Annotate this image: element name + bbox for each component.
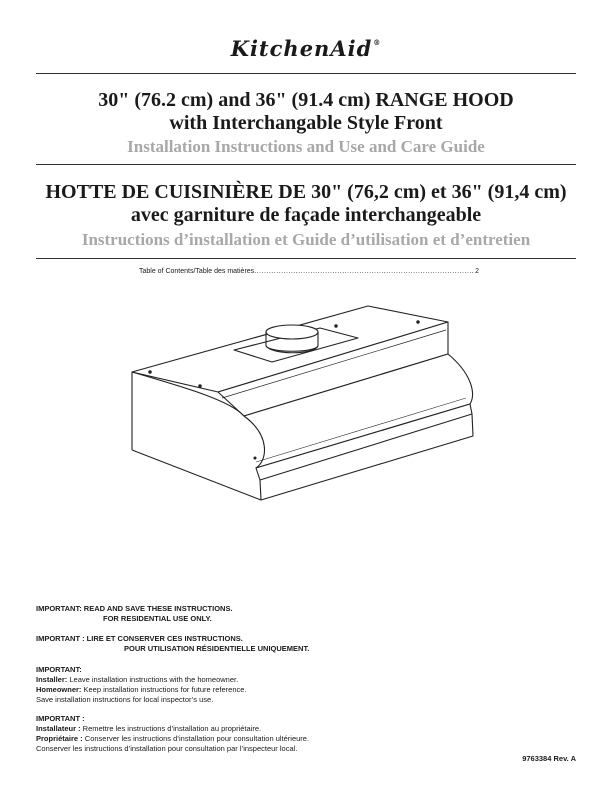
toc-leader-dots: [254, 268, 475, 275]
kitchenaid-logo: [0, 36, 612, 61]
french-title-line1: HOTTE DE CUISINIÈRE DE 30" (76,2 cm) et 36" (91,4 cm): [45, 181, 567, 203]
fr-installer-label: Installateur :: [36, 724, 81, 733]
fr-save-text: Conserver les instructions d’installation pour consultation par l’inspecteur local.: [36, 744, 298, 753]
installer-notes-english: [36, 665, 247, 705]
important-notice-english: [36, 604, 233, 624]
french-title: [36, 181, 576, 227]
important-notice-french: [36, 634, 309, 654]
en-important-heading: IMPORTANT:: [36, 665, 82, 674]
en-homeowner-label: Homeowner:: [36, 685, 82, 694]
en-installer-text: Leave installation instructions with the homeowner.: [67, 675, 239, 684]
top-divider: [36, 73, 576, 74]
en-save-text: Save installation instructions for local inspector’s use.: [36, 695, 214, 704]
range-hood-illustration: [120, 300, 500, 520]
en-installer-label: Installer:: [36, 675, 68, 684]
bottom-divider: [36, 258, 576, 259]
en-homeowner-text: Keep installation instructions for future reference.: [81, 685, 247, 694]
french-subtitle: Instructions d’installation et Guide d’utilisation et d’entretien: [81, 230, 531, 249]
english-title-line1: 30" (76.2 cm) and 36" (91.4 cm) RANGE HOOD: [98, 89, 514, 111]
english-subtitle: Installation Instructions and Use and Care Guide: [127, 137, 485, 156]
fr-owner-label: Propriétaire :: [36, 734, 83, 743]
toc-page-number: 2: [475, 268, 479, 275]
fr-installer-text: Remettre les instructions d’installation au propriétaire.: [80, 724, 262, 733]
middle-divider: [36, 164, 576, 165]
brand-name: KitchenAid: [230, 36, 373, 61]
important-en-line2: FOR RESIDENTIAL USE ONLY.: [103, 614, 212, 623]
fr-owner-text: Conserver les instructions d’installation pour consultation ultérieure.: [82, 734, 310, 743]
registered-mark: ®: [373, 38, 382, 47]
document-number: 9763384 Rev. A: [522, 754, 576, 763]
toc-label: Table of Contents/Table des matières: [139, 268, 255, 275]
english-title: [36, 89, 576, 135]
french-title-line2: avec garniture de façade interchangeable: [130, 204, 482, 226]
important-fr-line2: POUR UTILISATION RÉSIDENTIELLE UNIQUEMENT.: [124, 644, 310, 653]
important-fr-line1: IMPORTANT : LIRE ET CONSERVER CES INSTRUCTIONS.: [36, 634, 243, 643]
english-title-line2: with Interchangable Style Front: [169, 112, 443, 134]
installer-notes-french: [36, 714, 309, 754]
important-en-line1: IMPORTANT: READ AND SAVE THESE INSTRUCTIONS.: [36, 604, 233, 613]
fr-important-heading: IMPORTANT :: [36, 714, 85, 723]
table-of-contents-entry[interactable]: [139, 268, 479, 275]
